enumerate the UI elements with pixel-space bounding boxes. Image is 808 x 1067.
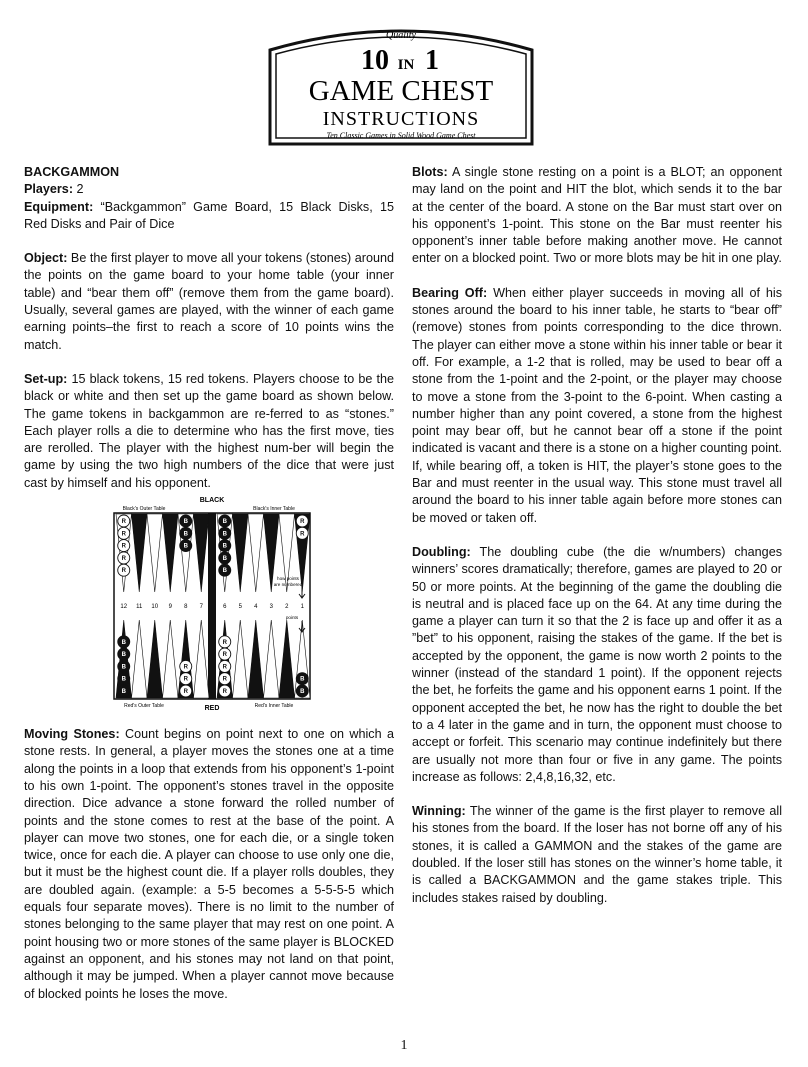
quality-label: Quality <box>386 30 416 41</box>
point-number: 9 <box>168 604 172 611</box>
note-points: points <box>285 615 299 621</box>
setup-paragraph: Set-up: 15 black tokens, 15 red tokens. Players choose to be the black or white and then set up the game board as shown below. The game tokens in backgammon are re-ferred to as “stones.” Each player rolls a die to determine who has the first move, ties are rerolled. The player with the highest num-ber will begin the game by using the two high numbers of the dice that were just cast by himself and his opponent. <box>24 371 394 490</box>
right-column <box>412 164 782 924</box>
stone-letter: R <box>222 676 227 683</box>
stone-letter: B <box>222 519 227 526</box>
stone-letter: R <box>121 531 126 538</box>
point-number: 8 <box>184 604 188 611</box>
stone-letter: R <box>183 676 188 683</box>
point-number: 1 <box>300 604 304 611</box>
logo-one: 1 <box>425 45 439 76</box>
logo-in: IN <box>397 57 415 73</box>
point-number: 11 <box>136 604 143 611</box>
stone-letter: R <box>222 689 227 696</box>
stone-letter: R <box>300 519 305 526</box>
red-side-label: RED <box>204 705 220 713</box>
red-inner-label: Red's Inner Table <box>254 703 294 710</box>
stone-letter: B <box>222 568 227 575</box>
page-number: 1 <box>400 1038 408 1053</box>
stone-letter: B <box>183 519 188 526</box>
point-number: 10 <box>151 604 159 611</box>
stone-letter: R <box>222 652 227 659</box>
stone-letter: R <box>183 664 188 671</box>
stone-letter: R <box>121 568 126 575</box>
stone-letter: R <box>183 689 188 696</box>
point-number: 4 <box>254 604 258 611</box>
stone-letter: B <box>121 652 126 659</box>
logo-title: GAME CHEST <box>308 75 494 107</box>
stone-letter: B <box>300 689 305 696</box>
stone-letter: R <box>222 664 227 671</box>
red-outer-label: Red's Outer Table <box>124 703 164 710</box>
stone-letter: B <box>183 543 188 550</box>
stone-letter: B <box>222 531 227 538</box>
black-side-label: BLACK <box>199 497 225 505</box>
board-bar <box>208 513 216 699</box>
blots-paragraph: Blots: A single stone resting on a point is a BLOT; an opponent may land on the point and HIT the blot, which sends it to the bar at the center of the board. A stone on the Bar must start over on his opponent’s 1-point. This stone on the Bar must reenter his opponent’s inner table before making another move. He cannot enter on a blocked point. Two or more blots may be hit in one play. <box>412 165 782 266</box>
stone-letter: B <box>222 555 227 562</box>
players-line: Players: 2 <box>24 182 84 197</box>
stone-letter: B <box>121 664 126 671</box>
board-svg <box>112 494 312 712</box>
logo-subtitle: INSTRUCTIONS <box>322 108 480 130</box>
stone-letter: B <box>121 689 126 696</box>
point-number: 5 <box>238 604 242 611</box>
stone-letter: B <box>222 543 227 550</box>
stone-letter: B <box>121 676 126 683</box>
stone-letter: R <box>121 519 126 526</box>
stone-letter: R <box>300 531 305 538</box>
note-are-numbered: are numbered <box>273 582 303 588</box>
stone-letter: B <box>183 531 188 538</box>
stone-letter: B <box>300 676 305 683</box>
point-number: 12 <box>120 604 128 611</box>
stone-letter: R <box>222 639 227 646</box>
point-number: 6 <box>223 604 227 611</box>
logo-ten: 10 <box>361 45 389 76</box>
point-number: 2 <box>285 604 289 611</box>
left-column <box>24 164 394 1003</box>
stone-letter: R <box>121 555 126 562</box>
doubling-paragraph: Doubling: The doubling cube (the die w/numbers) changes winners’ scores dramatically; therefore, games are played to 20 or 50 or more points. At the beginning of the game the doubling die is neutral and is placed face up on the 64. At any time during the game a player can turn it so that the 2 is face up and offer it as a ”bet” to his opponent, raising the stakes of the game. If the bet is accepted by the opponent, the game is now worth 2 points to the winner (instead of the standard 1 point). If the opponent rejects the bet, he forfeits the game and his opponent earns 1 point. If the opponent accepted the bet, he now has the right to double the bet to a 4 later in the game and in turn, the opponent must choose to accept or forfeit. This scenario may continue indefinitely but there are usually not more than four or five in any game. The points increase as follows: 2,4,8,16,32, etc. <box>412 544 782 784</box>
equipment-paragraph: Equipment: “Backgammon” Game Board, 15 Black Disks, 15 Red Disks and Pair of Dice <box>24 199 394 231</box>
moving-stones-paragraph: Moving Stones: Count begins on point next to one on which a stone rests. In general, a player moves the stones one at a time along the points in a loop that extends from his opponent’s 1-point to his own 1-point. The opponent’s stones travel in the opposite direction. Dice advance a stone forward the rolled number of points and the stone comes to rest at the base of the point. A player can move two stones, one for each die, or a single token twice, once for each die. A player can choose to use only one die, but it must be the highest count die. If a player rolls doubles, they are doubled again. (example: a 5-5 becomes a 5-5-5-5 which equals four separate moves). There is no limit to the number of stones belonging to the same player that may rest on one point. A point housing two or more stones of the same player is BLOCKED against an opponent, and his stones may not land on that point, although it may be jumped. When a player cannot move because of blocked points he loses the move. <box>24 727 394 1001</box>
point-number: 3 <box>269 604 273 611</box>
note-how-points: how points <box>277 576 299 582</box>
game-heading: BACKGAMMON <box>24 165 120 179</box>
game-chest-logo <box>262 16 540 148</box>
object-paragraph: Object: Be the first player to move all your tokens (stones) around the points on the game board to your home table (your inner table) and “bear them off” (remove them from the game board). Usually, several games are played, with the winner of each game earning points–the first to reach a score of 10 points wins the match. <box>24 251 394 352</box>
stone-letter: R <box>121 543 126 550</box>
logo-tagline: Ten Classic Games in Solid Wood Game Chest <box>326 131 476 140</box>
black-inner-label: Black's Inner Table <box>253 506 295 513</box>
winning-paragraph: Winning: The winner of the game is the first player to remove all his stones from the board. If the loser has not borne off any of his stones, it is called a GAMMON and the stakes of the game are doubled. If the loser still has stones on the winner’s home table, it is called a BACKGAMMON and the game stakes triple. This includes stakes raised by doubling. <box>412 804 782 905</box>
point-number: 7 <box>199 604 203 611</box>
black-outer-label: Black's Outer Table <box>122 506 166 513</box>
backgammon-board-diagram <box>112 494 312 712</box>
bearing-off-paragraph: Bearing Off: When either player succeeds in moving all of his stones around the board to his inner table, he starts to “bear off” (remove) stones from points corresponding to the dice thrown. The player can either move a stone within his inner table or bear it off. For example, a 1-2 that is rolled, may be used to bear off a stone from the 1-point and the 2-point, or the player may choose to move a stone from the 3-point to the 6-point. When casting a number higher than any point covered, a stone from the highest point may bear off, but he cannot bear off a stone if the point indicated is vacant and there is a stone on a higher counting point. If, while bearing off, a token is HIT, the player’s stone goes to the Bar and must reenter in the usual way. This stone must travel all around the board to his inner table again before more stones can be moved or taken off. <box>412 285 783 525</box>
stone-letter: B <box>121 639 126 646</box>
